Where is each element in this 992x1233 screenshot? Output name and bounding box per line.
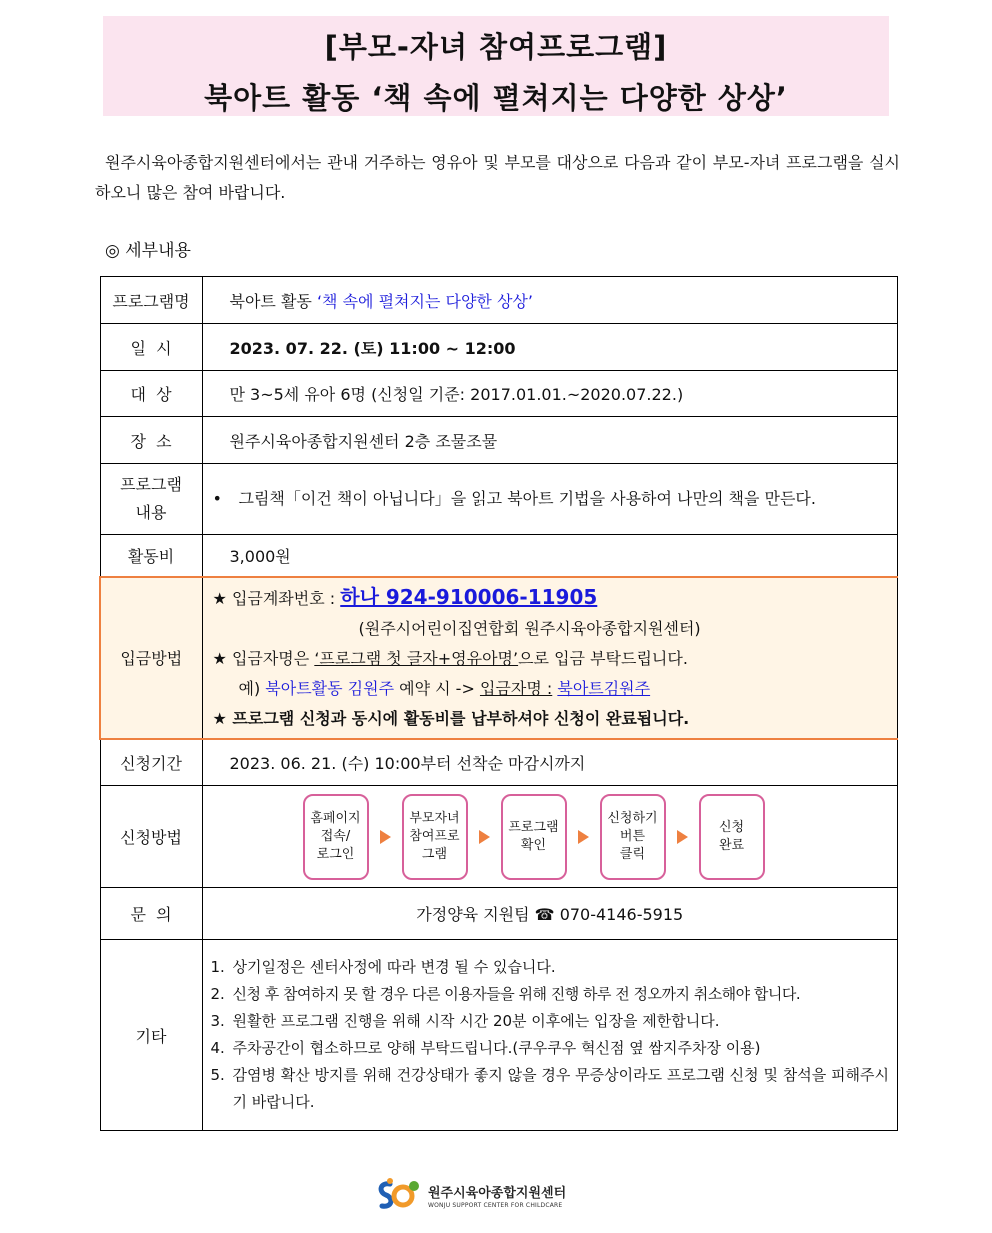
value-program-name (202, 277, 898, 324)
value-payment (202, 577, 898, 739)
notes-list (203, 940, 898, 1130)
star-icon: ★ (212, 648, 227, 668)
value-target: 만 3~5세 유아 6명 (신청일 기준: 2017.01.01.~2020.07.22.) (202, 371, 898, 417)
detail-table (99, 276, 898, 1131)
label-method: 신청방법 (100, 786, 202, 888)
row-fee (100, 535, 898, 577)
list-item (211, 954, 890, 981)
row-program-name (100, 277, 898, 324)
step-check-program (501, 794, 567, 880)
contact-team: 가정양육 지원팀 (416, 905, 530, 924)
list-item-number: 5. (210, 1066, 225, 1084)
row-content (100, 464, 898, 535)
list-item-number: 4. (210, 1039, 225, 1057)
value-content (202, 464, 898, 535)
list-item-text: 원활한 프로그램 진행을 위해 시작 시간 20분 이후에는 입장을 제한합니다. (232, 1012, 720, 1030)
content-text: 그림책「이건 책이 아닙니다」을 읽고 북아트 기법을 사용하여 나만의 책을 만든다. (238, 489, 816, 508)
step-text: 참여프로 (409, 828, 460, 844)
contact-phone: 070-4146-5915 (559, 905, 684, 924)
title-line-1: [부모-자녀 참여프로그램] (324, 30, 668, 64)
step-text: 신청 (718, 819, 745, 835)
list-item-text: 상기일정은 센터사정에 따라 변경 될 수 있습니다. (232, 958, 556, 976)
example-mid: 예약 시 -> (399, 678, 475, 698)
star-icon: ★ (212, 708, 227, 728)
row-place (100, 417, 898, 464)
value-place: 원주시육아종합지원센터 2층 조물조물 (202, 417, 898, 464)
name-rule-quote: ‘프로그램 첫 글자+영유아명’ (314, 648, 519, 668)
row-date (100, 324, 898, 371)
row-payment (100, 577, 898, 739)
name-rule-suffix: 으로 입금 부탁드립니다. (518, 648, 688, 668)
org-logo (376, 1178, 566, 1212)
value-contact (202, 888, 898, 940)
step-text: 신청하기 (607, 810, 658, 826)
payment-account-line (213, 582, 888, 614)
step-select-program (402, 794, 468, 880)
name-rule-prefix: 입금자명은 (231, 648, 310, 668)
value-method (202, 786, 898, 888)
example-prefix: 예) (238, 678, 261, 698)
list-item-text: 감염병 확산 방지를 위해 건강상태가 좋지 않을 경우 무증상이라도 프로그램 신청 및 참석을 피해주시기 바랍니다. (232, 1066, 889, 1111)
row-period (100, 739, 898, 786)
value-period: 2023. 06. 21. (수) 10:00부터 선착순 마감시까지 (202, 739, 898, 786)
step-complete (699, 794, 765, 880)
list-item-text: 주차공간이 협소하므로 양해 부탁드립니다.(쿠우쿠우 혁신점 옆 쌈지주차장 이용) (232, 1039, 761, 1057)
arrow-right-icon (677, 830, 688, 844)
list-item (211, 1062, 890, 1116)
label-fee: 활동비 (100, 535, 202, 577)
star-icon: ★ (212, 588, 227, 608)
step-text: 그램 (421, 846, 448, 862)
arrow-right-icon (578, 830, 589, 844)
step-text: 클릭 (619, 846, 646, 862)
step-text: 접속/ (320, 828, 351, 844)
payment-example (213, 674, 888, 704)
notice-text: 프로그램 신청과 동시에 활동비를 납부하셔야 신청이 완료됩니다. (232, 708, 690, 728)
label-program-name: 프로그램명 (100, 277, 202, 324)
label-content (100, 464, 202, 535)
step-text: 버튼 (619, 828, 646, 844)
logo-mark-icon (376, 1178, 422, 1212)
step-login (303, 794, 369, 880)
step-text: 프로그램 (508, 819, 559, 835)
value-fee: 3,000원 (202, 535, 898, 577)
arrow-right-icon (479, 830, 490, 844)
payment-notice (213, 704, 888, 734)
label-content-line-2: 내용 (135, 503, 167, 522)
row-method (100, 786, 898, 888)
program-name-prefix: 북아트 활동 (229, 291, 312, 311)
list-item-number: 2. (210, 985, 225, 1003)
step-text: 부모자녀 (409, 810, 460, 826)
list-item (211, 1035, 890, 1062)
step-text: 홈페이지 (310, 810, 361, 826)
arrow-right-icon (380, 830, 391, 844)
account-label: 입금계좌번호 : (231, 588, 336, 608)
label-target: 대 상 (100, 371, 202, 417)
example-name: 북아트활동 김원주 (265, 678, 395, 698)
content-bullet: • (212, 489, 222, 508)
label-payment: 입금방법 (100, 577, 202, 739)
title-banner (103, 16, 889, 116)
intro-paragraph: 원주시육아종합지원센터에서는 관내 거주하는 영유아 및 부모를 대상으로 다음과 같이 부모-자녀 프로그램을 실시하오니 많은 참여 바랍니다. (95, 153, 900, 202)
step-text: 확인 (520, 837, 547, 853)
section-heading: ◎ 세부내용 (105, 241, 191, 261)
title-line-2: 북아트 활동 ‘책 속에 펼쳐지는 다양한 상상’ (204, 81, 788, 115)
list-item (211, 1008, 890, 1035)
label-content-line-1: 프로그램 (120, 475, 182, 494)
label-contact: 문 의 (100, 888, 202, 940)
program-name-highlight: ‘책 속에 펼쳐지는 다양한 상상’ (316, 291, 533, 311)
org-name-en: WONJU SUPPORT CENTER FOR CHILDCARE (428, 1201, 563, 1209)
list-item-text: 신청 후 참여하지 못 할 경우 다른 이용자들을 위해 진행 하루 전 정오까지 취소해야 합니다. (232, 985, 801, 1003)
step-click-apply (600, 794, 666, 880)
example-result: 북아트김원주 (557, 678, 651, 698)
label-date: 일 시 (100, 324, 202, 371)
row-contact (100, 888, 898, 940)
payment-name-rule (213, 644, 888, 674)
example-result-label: 입금자명 : (479, 678, 553, 698)
label-etc: 기타 (100, 940, 202, 1131)
step-text: 완료 (718, 837, 745, 853)
row-target (100, 371, 898, 417)
application-flow (203, 794, 898, 880)
label-period: 신청기간 (100, 739, 202, 786)
list-item-number: 1. (210, 958, 225, 976)
value-date: 2023. 07. 22. (토) 11:00 ~ 12:00 (202, 324, 898, 371)
list-item (211, 981, 890, 1008)
account-holder: (원주시어린이집연합회 원주시육아종합지원센터) (358, 618, 701, 638)
org-name: 원주시육아종합지원센터 (428, 1185, 567, 1201)
list-item-number: 3. (210, 1012, 225, 1030)
value-etc (202, 940, 898, 1131)
account-number: 하나 924-910006-11905 (340, 584, 598, 609)
phone-icon: ☎ (534, 905, 555, 924)
row-etc (100, 940, 898, 1131)
step-text: 로그인 (316, 846, 355, 862)
label-place: 장 소 (100, 417, 202, 464)
